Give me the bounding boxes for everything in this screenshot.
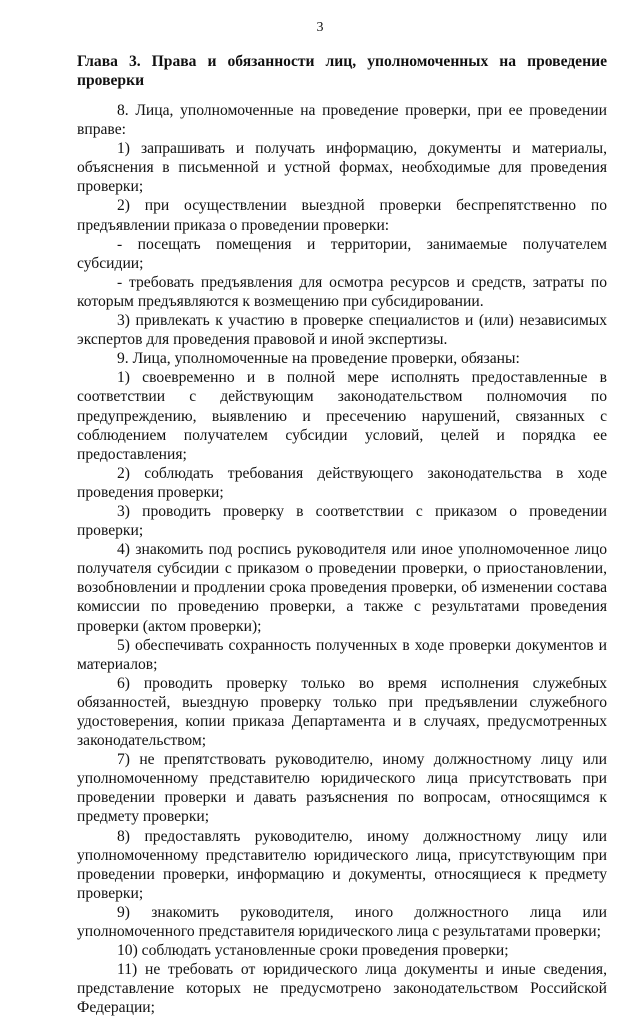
paragraph: - требовать предъявления для осмотра ресурсов и средств, затраты по которым предъявляются к возмещению при субсидировании. [77,273,607,310]
document-body [77,101,607,1018]
paragraph: 1) запрашивать и получать информацию, документы и материалы, объяснения в письменной и устной формах, необходимые для проведения проверки; [77,140,607,196]
paragraph: 9. Лица, уполномоченные на проведение проверки, обязаны: [117,350,520,368]
paragraph: 8. Лица, уполномоченные на проведение проверки, при ее проведении вправе: [77,102,607,139]
paragraph: 5) обеспечивать сохранность полученных в ходе проверки документов и материалов; [77,636,607,673]
page-number: 3 [316,20,324,35]
paragraph: 11) не требовать от юридического лица документы и иные сведения, представление которых не предусмотрено законодательством Российской Федерации; [77,961,607,1017]
paragraph: 1) своевременно и в полной мере исполнять предоставленные в соответствии с действующим законодательством полномочия по предупреждению, выявлению и пресечению нарушений, связанных с соблюдением получателем субсидии условий, целей и порядка ее предоставления; [77,369,607,463]
paragraph: 3) проводить проверку в соответствии с приказом о проведении проверки; [77,502,607,540]
paragraph: 6) проводить проверку только во время исполнения служебных обязанностей, выездную проверку только при предъявлении служебного удостоверения, копии приказа Департамента и в случаях, предусмотренных законодательством; [77,674,607,750]
paragraph: 2) соблюдать требования действующего законодательства в ходе проведения проверки; [77,464,607,501]
paragraph: 3) привлекать к участию в проверке специалистов и (или) независимых экспертов для проведения правовой и иной экспертизы. [77,312,607,349]
paragraph: 9) знакомить руководителя, иного должностного лица или уполномоченного представителя юридического лица с результатами проверки; [77,903,607,941]
paragraph: 2) при осуществлении выездной проверки беспрепятственно по предъявлении приказа о проведении проверки: [77,197,607,234]
chapter-heading: Глава 3. Права и обязанности лиц, уполномоченных на проведение проверки [77,53,607,89]
paragraph: - посещать помещения и территории, занимаемые получателем субсидии; [77,235,607,272]
paragraph: 8) предоставлять руководителю, иному должностному лицу или уполномоченному представителю юридического лица, присутствующим при проведении проверки, информацию и документы, относящиеся к предмету проверки; [77,827,607,902]
paragraph: 10) соблюдать установленные сроки проведения проверки; [117,942,509,960]
paragraph: 7) не препятствовать руководителю, иному должностному лицу или уполномоченному представителю юридического лица присутствовать при проведении проверки и давать разъяснения по вопросам, относящимся к предмету проверки; [77,751,607,826]
paragraph: 4) знакомить под роспись руководителя или иное уполномоченное лицо получателя субсидии с приказом о проведении проверки, о приостановлении, возобновлении и продлении срока проведения проверки, об изменении состава комиссии по проведению проверки, а также с результатами проведения проверки (актом проверки); [77,541,607,635]
